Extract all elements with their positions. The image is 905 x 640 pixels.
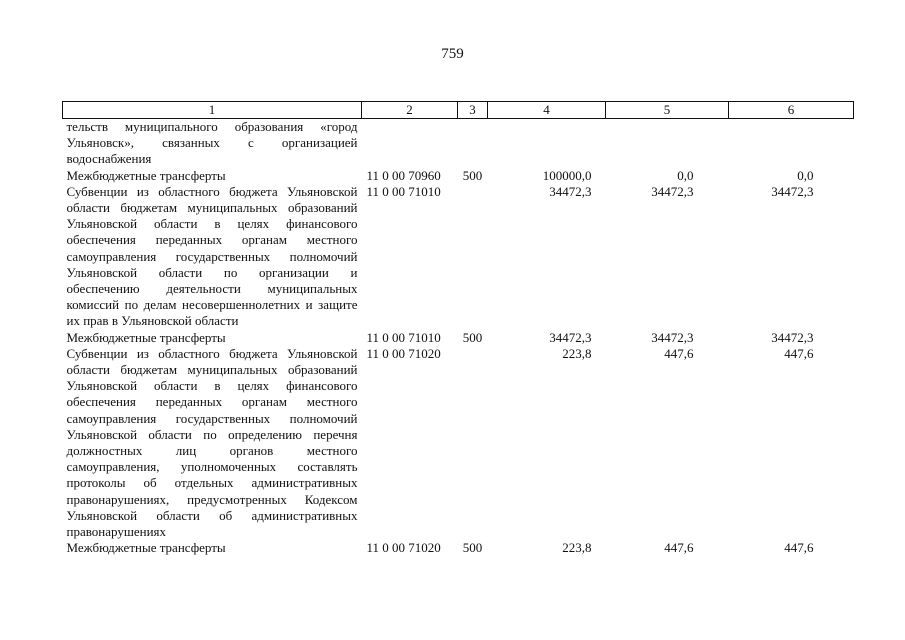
table-row — [63, 540, 854, 556]
row-code — [362, 119, 458, 168]
row-expense-type — [458, 119, 488, 168]
row-value-col4: 223,8 — [562, 540, 592, 556]
table-row — [63, 346, 854, 540]
header-row — [63, 102, 854, 119]
table-body — [63, 119, 854, 557]
row-code: 11 0 00 71020 — [366, 345, 441, 361]
row-value-col6: 447,6 — [784, 345, 814, 361]
row-value-col5: 0,0 — [677, 167, 694, 183]
row-expense-type — [458, 184, 488, 330]
row-value-col4: 34472,3 — [549, 329, 592, 345]
row-expense-type: 500 — [462, 540, 483, 556]
page-number: 759 — [441, 46, 464, 62]
row-value-col6: 34472,3 — [771, 183, 814, 199]
row-expense-type: 500 — [462, 329, 483, 345]
budget-table-wrapper — [62, 101, 853, 556]
header-cell-4: 4 — [488, 102, 606, 119]
row-value-col4: 34472,3 — [549, 183, 592, 199]
row-value-col4: 223,8 — [562, 345, 592, 361]
row-name: Субвенции из областного бюджета Ульяновской области бюджетам муниципальных образований Ульяновской области в целях финансового обеспечения переданных органам местного самоуправления государственных полномочий Ульяновской области по определению перечня должностных лиц органов местного самоуправления, уполномоченных составлять протоколы об отдельных административных правонарушениях, предусмотренных Кодексом Ульяновской области об административных правонарушениях — [66, 345, 358, 540]
row-value-col6 — [729, 119, 854, 168]
row-value-col5 — [606, 119, 729, 168]
row-code: 11 0 00 71010 — [366, 329, 441, 345]
row-code: 11 0 00 71020 — [366, 540, 441, 556]
row-value-col5: 34472,3 — [651, 329, 694, 345]
header-cell-2: 2 — [362, 102, 458, 119]
table-row — [63, 184, 854, 330]
row-value-col4: 100000,0 — [542, 167, 592, 183]
row-value-col6: 447,6 — [784, 540, 814, 556]
row-value-col5: 34472,3 — [651, 183, 694, 199]
row-value-col5: 447,6 — [664, 345, 694, 361]
row-expense-type: 500 — [462, 167, 483, 183]
row-name: Межбюджетные трансферты — [66, 329, 226, 345]
row-name: тельств муниципального образования «город Ульяновск», связанных с организацией водоснабжения — [66, 119, 358, 167]
row-name: Межбюджетные трансферты — [66, 167, 226, 183]
row-name: Субвенции из областного бюджета Ульяновской области бюджетам муниципальных образований Ульяновской области в целях финансового обеспечения переданных органам местного самоуправления государственных полномочий Ульяновской области по организации и обеспечению деятельности муниципальных комиссий по делам несовершеннолетних и защите их прав в Ульяновской области — [66, 183, 358, 329]
table-row — [63, 330, 854, 346]
row-value-col5: 447,6 — [664, 540, 694, 556]
table-row — [63, 119, 854, 168]
row-code: 11 0 00 70960 — [366, 167, 441, 183]
table-header — [63, 102, 854, 119]
header-cell-1: 1 — [63, 102, 362, 119]
row-value-col6: 0,0 — [797, 167, 814, 183]
row-code: 11 0 00 71010 — [366, 183, 441, 199]
row-value-col4 — [488, 119, 606, 168]
budget-table — [62, 101, 854, 556]
header-cell-6: 6 — [729, 102, 854, 119]
row-expense-type — [458, 346, 488, 540]
header-cell-3: 3 — [458, 102, 488, 119]
row-value-col6: 34472,3 — [771, 329, 814, 345]
table-row — [63, 168, 854, 184]
row-name: Межбюджетные трансферты — [66, 540, 226, 556]
header-cell-5: 5 — [606, 102, 729, 119]
